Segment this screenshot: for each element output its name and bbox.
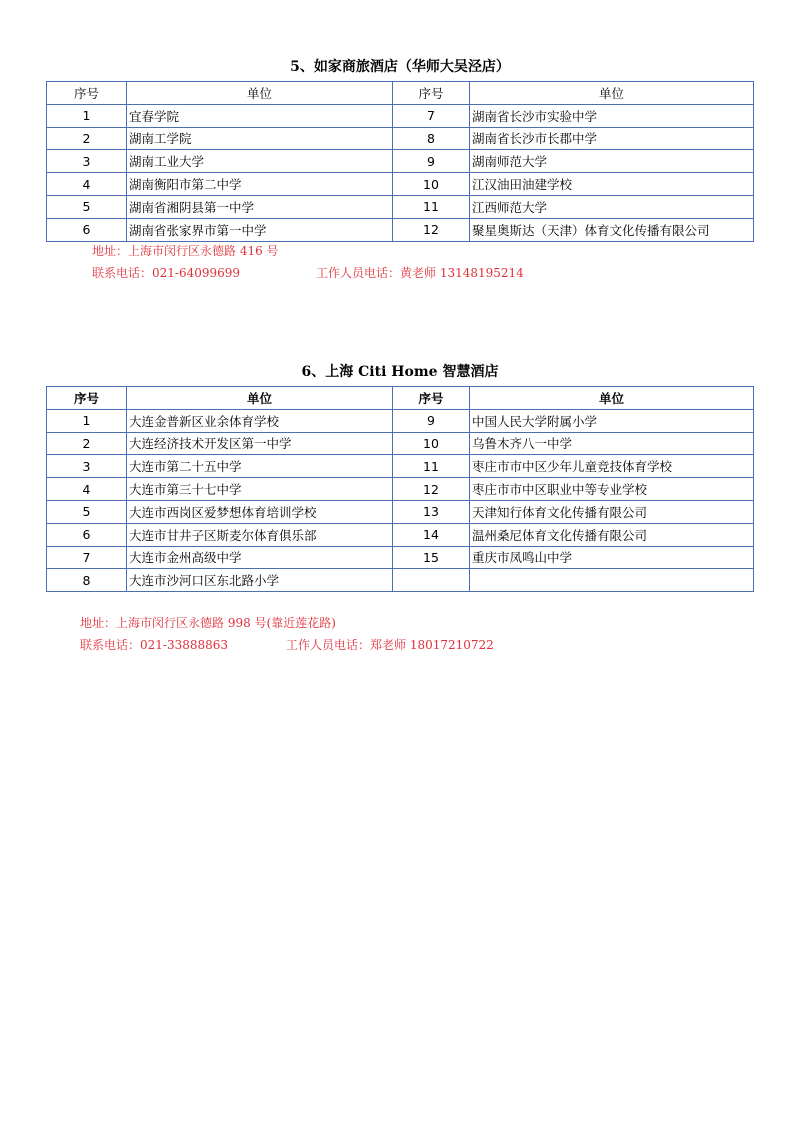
table-row xyxy=(47,500,754,523)
unit-cell: 大连市第二十五中学 xyxy=(127,455,393,478)
table-row xyxy=(47,523,754,546)
seq-cell: 6 xyxy=(47,218,127,241)
hotel-6-team-table xyxy=(46,386,754,592)
seq-cell: 12 xyxy=(393,218,470,241)
table-row xyxy=(47,195,754,218)
seq-cell: 9 xyxy=(393,150,470,173)
seq-cell: 9 xyxy=(393,409,470,432)
seq-header: 序号 xyxy=(393,387,470,410)
seq-cell: 3 xyxy=(47,150,127,173)
seq-cell: 2 xyxy=(47,127,127,150)
hotel-5-phone: 联系电话：021-64099699 xyxy=(92,266,241,280)
seq-cell: 7 xyxy=(47,546,127,569)
section-5-title: 5、如家商旅酒店（华师大吴泾店） xyxy=(290,59,510,75)
table-row xyxy=(47,546,754,569)
unit-cell: 枣庄市市中区职业中等专业学校 xyxy=(470,478,754,501)
unit-cell: 乌鲁木齐八一中学 xyxy=(470,432,754,455)
unit-cell: 湖南工学院 xyxy=(127,127,393,150)
unit-cell: 聚星奥斯达（天津）体育文化传播有限公司 xyxy=(470,218,754,241)
unit-cell: 中国人民大学附属小学 xyxy=(470,409,754,432)
unit-cell: 枣庄市市中区少年儿童竞技体育学校 xyxy=(470,455,754,478)
unit-cell: 大连金普新区业余体育学校 xyxy=(127,409,393,432)
unit-cell: 大连市西岗区爱梦想体育培训学校 xyxy=(127,500,393,523)
unit-cell: 湖南省长沙市长郡中学 xyxy=(470,127,754,150)
table-row xyxy=(47,127,754,150)
unit-cell: 湖南师范大学 xyxy=(470,150,754,173)
seq-header: 序号 xyxy=(47,82,127,105)
seq-header: 序号 xyxy=(47,387,127,410)
table-row xyxy=(47,478,754,501)
seq-cell: 7 xyxy=(393,104,470,127)
seq-cell: 11 xyxy=(393,195,470,218)
hotel-6-address: 地址：上海市闵行区永德路 998 号(靠近莲花路) xyxy=(80,616,336,630)
hotel-5-address: 地址：上海市闵行区永德路 416 号 xyxy=(92,244,279,258)
seq-cell: 4 xyxy=(47,478,127,501)
seq-cell: 8 xyxy=(47,569,127,592)
seq-cell: 1 xyxy=(47,104,127,127)
seq-cell: 12 xyxy=(393,478,470,501)
unit-cell: 大连市金州高级中学 xyxy=(127,546,393,569)
seq-header: 序号 xyxy=(393,82,470,105)
seq-cell: 8 xyxy=(393,127,470,150)
unit-header: 单位 xyxy=(127,387,393,410)
section-6-title: 6、上海 Citi Home 智慧酒店 xyxy=(301,364,499,380)
unit-cell: 重庆市凤鸣山中学 xyxy=(470,546,754,569)
unit-cell: 湖南省湘阴县第一中学 xyxy=(127,195,393,218)
unit-cell: 湖南省长沙市实验中学 xyxy=(470,104,754,127)
seq-cell: 14 xyxy=(393,523,470,546)
unit-cell: 大连市第三十七中学 xyxy=(127,478,393,501)
hotel-5-staff-phone: 工作人员电话：黄老师 13148195214 xyxy=(316,266,524,280)
unit-cell: 湖南省张家界市第一中学 xyxy=(127,218,393,241)
table-row xyxy=(47,569,754,592)
seq-cell: 6 xyxy=(47,523,127,546)
hotel-6-staff-phone: 工作人员电话：郑老师 18017210722 xyxy=(286,638,494,652)
table-row xyxy=(47,455,754,478)
seq-cell: 10 xyxy=(393,173,470,196)
unit-header: 单位 xyxy=(470,82,754,105)
unit-cell: 湖南衡阳市第二中学 xyxy=(127,173,393,196)
seq-cell: 4 xyxy=(47,173,127,196)
table-header-row xyxy=(47,387,754,410)
seq-cell: 5 xyxy=(47,195,127,218)
unit-cell: 大连市甘井子区斯麦尔体育俱乐部 xyxy=(127,523,393,546)
table-row xyxy=(47,218,754,241)
hotel-5-team-table xyxy=(46,81,754,242)
table-row xyxy=(47,150,754,173)
unit-cell: 天津知行体育文化传播有限公司 xyxy=(470,500,754,523)
unit-cell: 温州桑尼体育文化传播有限公司 xyxy=(470,523,754,546)
seq-cell: 1 xyxy=(47,409,127,432)
seq-cell: 11 xyxy=(393,455,470,478)
seq-cell: 3 xyxy=(47,455,127,478)
seq-cell: 10 xyxy=(393,432,470,455)
unit-header: 单位 xyxy=(127,82,393,105)
unit-cell: 宜春学院 xyxy=(127,104,393,127)
table-row xyxy=(47,409,754,432)
unit-cell: 江西师范大学 xyxy=(470,195,754,218)
table-header-row xyxy=(47,82,754,105)
unit-cell xyxy=(470,569,754,592)
table-row xyxy=(47,104,754,127)
seq-cell: 2 xyxy=(47,432,127,455)
unit-cell: 大连经济技术开发区第一中学 xyxy=(127,432,393,455)
unit-cell: 湖南工业大学 xyxy=(127,150,393,173)
table-row xyxy=(47,432,754,455)
table-row xyxy=(47,173,754,196)
seq-cell xyxy=(393,569,470,592)
seq-cell: 15 xyxy=(393,546,470,569)
seq-cell: 13 xyxy=(393,500,470,523)
unit-header: 单位 xyxy=(470,387,754,410)
seq-cell: 5 xyxy=(47,500,127,523)
unit-cell: 大连市沙河口区东北路小学 xyxy=(127,569,393,592)
hotel-6-phone: 联系电话：021-33888863 xyxy=(80,638,229,652)
unit-cell: 江汉油田油建学校 xyxy=(470,173,754,196)
